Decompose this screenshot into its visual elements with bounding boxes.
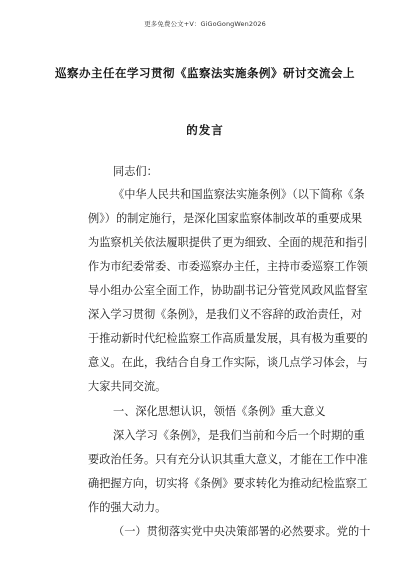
body-line: 导小组办公室全面工作，协助副书记分管党风政风监督室	[88, 284, 368, 297]
subsection-heading: （一）贯彻落实党中央决策部署的必然要求。党的十	[113, 525, 371, 538]
body-line: 作的强大动力。	[88, 501, 167, 514]
body-line: 《中华人民共和国监察法实施条例》（以下简称《条	[113, 188, 365, 201]
section-heading: 一、深化思想认识，领悟《条例》重大意义	[113, 405, 326, 418]
body-line: 大家共同交流。	[88, 380, 167, 393]
body-line: 深入学习贯彻《条例》，是我们义不容辞的政治责任，对	[88, 308, 363, 321]
document-title-line-1: 巡察办主任在学习贯彻《监察法实施条例》研讨交流会上	[55, 66, 355, 80]
body-line: 作为市纪委常委、市委巡察办主任，主持市委巡察工作领	[88, 260, 368, 273]
body-line: 深入学习《条例》，是我们当前和今后一个时期的重	[113, 429, 365, 442]
body-line: 例》）的制定施行，是深化国家监察体制改革的重要成果	[88, 212, 363, 225]
document-title-line-2: 的发言	[186, 123, 224, 137]
body-line: 意义。在此，我结合自身工作实际，谈几点学习体会，与	[88, 356, 368, 369]
body-line: 于推动新时代纪检监察工作高质量发展，具有极为重要的	[88, 332, 368, 345]
header-note: 更多免费公文+V：GiGoGongWen2026	[144, 20, 266, 28]
body-line: 要政治任务。只有充分认识其重大意义，才能在工作中准	[88, 453, 368, 466]
body-line: 为监察机关依法履职提供了更为细致、全面的规范和指引	[88, 236, 368, 249]
body-line: 确把握方向，切实将《条例》要求转化为推动纪检监察工	[88, 477, 368, 490]
greeting: 同志们：	[113, 165, 158, 178]
